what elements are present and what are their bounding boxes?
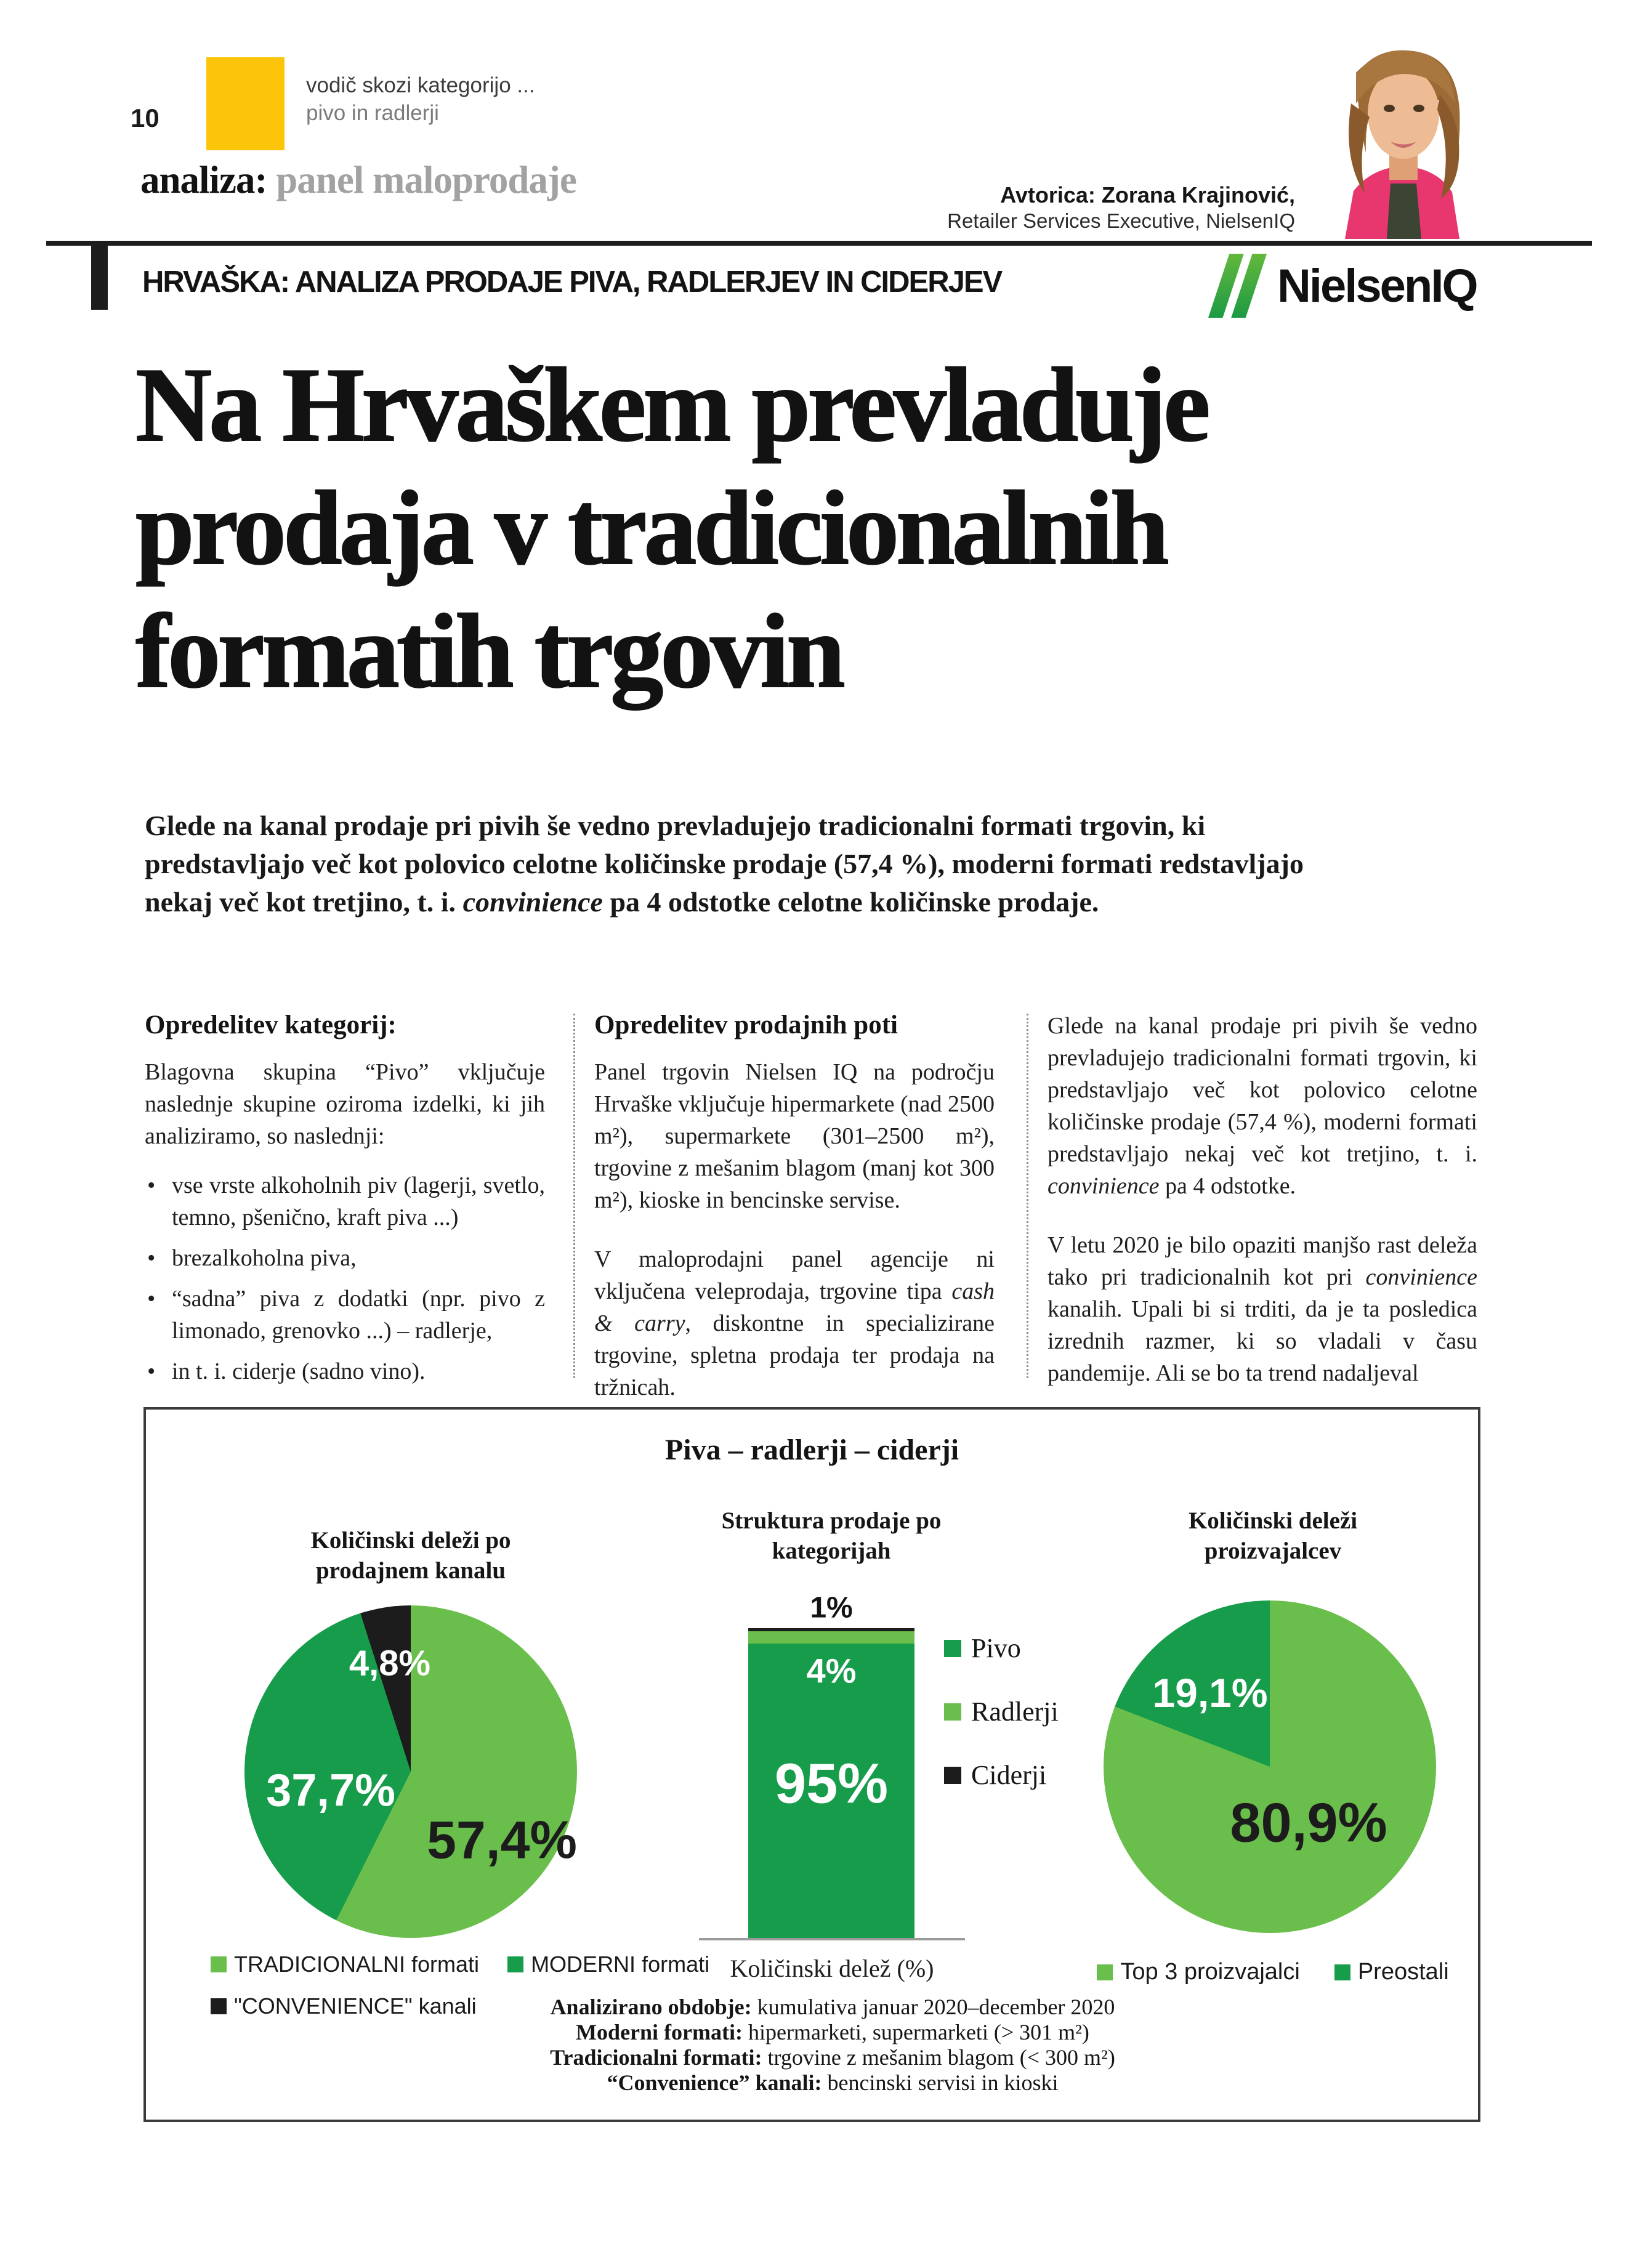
column-separator [1027, 1014, 1028, 1378]
lead-part1: Glede na kanal prodaje pri pivih še vedno prevladujejo tradicionalni formati trgovin, ki predstavljajo več kot polovico celotne količinske prodaje (57,4 %), moderni formati redstavljajo nekaj več kot tretjino, t. i. [145, 810, 1304, 918]
legend-swatch-tradicionalni [211, 1956, 227, 1972]
kicker [306, 71, 535, 127]
column3-para1-italic: convinience [1048, 1173, 1160, 1199]
brand-name: NielsenIQ [1277, 259, 1477, 312]
bar-segment-radlerji [748, 1631, 914, 1644]
producer-chart-title: Količinski deleži proizvajalcev [1188, 1507, 1358, 1564]
footnote-text: kumulativa januar 2020–december 2020 [751, 1995, 1115, 2019]
section-title [140, 158, 576, 203]
column1-intro: Blagovna skupina “Pivo” vključuje naslednje skupine oziroma izdelki, ki jih analiziramo, so naslednji: [145, 1059, 545, 1149]
bar-axis-label: Količinski delež (%) [730, 1955, 934, 1982]
legend-item-pivo [944, 1632, 1059, 1664]
legend-label-top3: Top 3 proizvajalci [1120, 1959, 1300, 1985]
lead-italic: convinience [462, 886, 603, 918]
footnote-text: hipermarketi, supermarketi (> 301 m²) [743, 2020, 1089, 2044]
legend-swatch-preostali [1334, 1964, 1350, 1980]
legend-label-radlerji: Radlerji [971, 1697, 1059, 1727]
bar-axis-line [699, 1938, 965, 1940]
category-chart-title: Struktura prodaje po kategorijah [721, 1507, 942, 1564]
body-columns [145, 1010, 1477, 1400]
author-portrait-illustration [1313, 36, 1490, 239]
headline-line2: prodaja v tradicionalnih [135, 470, 1166, 587]
legend-label-ciderji: Ciderji [971, 1760, 1047, 1790]
headline [135, 344, 1208, 713]
legend-label-tradicionalni: TRADICIONALNI formati [234, 1951, 480, 1977]
footnote-text: trgovine z mešanim blagom (< 300 m²) [762, 2045, 1115, 2070]
column-separator [573, 1014, 575, 1378]
author-role: Retailer Services Executive, NielsenIQ [947, 209, 1295, 232]
rubric-title: HRVAŠKA: ANALIZA PRODAJE PIVA, RADLERJEV IN CIDERJEV [142, 265, 1002, 299]
legend-label-convenience: "CONVENIENCE" kanali [234, 1993, 477, 2019]
column-channels [594, 1010, 995, 1431]
column-categories [145, 1010, 545, 1396]
column3-para2 [1048, 1229, 1477, 1389]
author-credit [947, 182, 1295, 233]
column2-para2-italic: cash & carry [594, 1278, 995, 1336]
footnote-label: Tradicionalni formati: [550, 2045, 762, 2070]
nielseniq-icon [1208, 254, 1269, 318]
footnote-line [491, 2070, 1174, 2096]
bar-label-ciderji: 1% [810, 1591, 853, 1624]
footnote-label: “Convenience” kanali: [607, 2070, 822, 2095]
page-number: 10 [131, 103, 159, 132]
lead-part2: pa 4 odstotke celotne količinske prodaje. [602, 886, 1099, 918]
category-list [145, 1169, 545, 1387]
kicker-line2: pivo in radlerji [306, 101, 439, 125]
legend-swatch-ciderji [944, 1767, 961, 1784]
column2-para2-part2: , diskontne in specializirane trgovine, spletna prodaja ter prodaja na tržnicah. [594, 1310, 995, 1400]
list-item: • “sadna” piva z dodatki (npr. pivo z limonado, grenovko ...) – radlerje, [145, 1283, 545, 1347]
column1-heading: Opredelitev kategorij: [145, 1011, 397, 1039]
channel-legend-row1 [211, 1951, 709, 1977]
column3-para2-part2: kanalih. Upali bi si trditi, da je ta posledica izrednih razmer, ki so vladali v času pandemije. Ali se bo ta trend nadaljeval [1048, 1296, 1477, 1386]
section-title-black: analiza: [140, 158, 267, 201]
column3-para1-part2: pa 4 odstotke. [1159, 1173, 1296, 1199]
pie-label-top3: 80,9% [1230, 1792, 1387, 1854]
bar-label-radlerji: 4% [806, 1651, 857, 1690]
list-item: • vse vrste alkoholnih piv (lagerji, svetlo, temno, pšenično, kraft piva ...) [145, 1169, 545, 1233]
legend-label-preostali: Preostali [1357, 1959, 1449, 1985]
footnote-line [491, 2045, 1174, 2070]
pie-label-tradicionalni: 57,4% [427, 1810, 577, 1870]
kicker-line1: vodič skozi kategorijo ... [306, 73, 535, 97]
legend-item-preostali [1334, 1959, 1449, 1985]
legend-swatch-pivo [944, 1640, 961, 1657]
column2-para1: Panel trgovin Nielsen IQ na področju Hrvaške vključuje hipermarkete (nad 2500 m²), supermarkete (301–2500 m²), trgovine z mešanim blagom (manj kot 300 m²), kioske in bencinske servise. [594, 1059, 995, 1213]
headline-line1: Na Hrvaškem prevladuje [135, 347, 1208, 464]
section-title-gray: panel maloprodaje [267, 158, 576, 201]
author-photo [1313, 36, 1490, 239]
pie-label-convenience: 4,8% [349, 1643, 431, 1684]
rubric-accent-bar [91, 246, 108, 310]
column-analysis [1048, 1010, 1477, 1416]
header-rule [46, 241, 1592, 246]
column2-para2-part1: V maloprodajni panel agencije ni vključena veleprodaja, trgovine tipa [594, 1246, 995, 1304]
category-legend [944, 1632, 1059, 1823]
chart-footnotes [491, 1995, 1174, 2096]
list-item: • brezalkoholna piva, [145, 1242, 545, 1274]
yellow-accent-block [206, 57, 285, 150]
bar-label-pivo: 95% [774, 1752, 889, 1815]
footnote-label: Moderni formati: [576, 2020, 743, 2044]
footnote-line [491, 2020, 1174, 2045]
list-item: • in t. i. ciderje (sadno vino). [145, 1355, 545, 1387]
footnote-line [491, 1995, 1174, 2020]
channel-chart-title: Količinski deleži po prodajnem kanalu [310, 1527, 511, 1584]
footnote-text: bencinski servisi in kioski [822, 2070, 1059, 2095]
headline-line3: formatih trgovin [135, 593, 842, 710]
footnote-label: Analizirano obdobje: [550, 1995, 752, 2019]
legend-item-top3 [1097, 1959, 1299, 1985]
legend-swatch-convenience [211, 1998, 227, 2014]
column2-para2 [594, 1243, 995, 1403]
pie-label-preostali: 19,1% [1152, 1670, 1268, 1716]
author-name: Avtorica: Zorana Krajinović, [1000, 182, 1295, 208]
legend-label-pivo: Pivo [971, 1633, 1021, 1663]
legend-swatch-moderni [507, 1956, 523, 1972]
brand-logo [1208, 254, 1477, 318]
column3-para2-italic: convinience [1365, 1264, 1477, 1290]
legend-item-moderni [507, 1951, 709, 1977]
column3-para2-part1: V letu 2020 je bilo opaziti manjšo rast deleža tako pri tradicionalnih kot pri [1048, 1232, 1477, 1290]
legend-item-tradicionalni [211, 1951, 479, 1977]
pie-label-moderni: 37,7% [266, 1764, 395, 1816]
producer-legend [1082, 1959, 1464, 1985]
chart-panel-title: Piva – radlerji – ciderji [664, 1434, 959, 1466]
legend-swatch-top3 [1097, 1964, 1113, 1980]
legend-item-ciderji [944, 1759, 1059, 1791]
lead-paragraph [145, 807, 1309, 921]
producer-pie [1104, 1600, 1436, 1933]
column3-para1-part1: Glede na kanal prodaje pri pivih še vedno prevladujejo tradicionalni formati trgovin, ki predstavljajo več kot polovico celotne količinske prodaje (57,4 %), moderni formati predstavljajo nekaj več kot tretjino, t. i. [1048, 1013, 1477, 1167]
legend-swatch-radlerji [944, 1703, 961, 1721]
legend-item-convenience [211, 1993, 477, 2019]
chart-panel [143, 1407, 1480, 2122]
column2-heading: Opredelitev prodajnih poti [594, 1011, 898, 1039]
column3-para1 [1048, 1010, 1477, 1202]
legend-item-radlerji [944, 1696, 1059, 1727]
legend-label-moderni: MODERNI formati [531, 1951, 710, 1977]
